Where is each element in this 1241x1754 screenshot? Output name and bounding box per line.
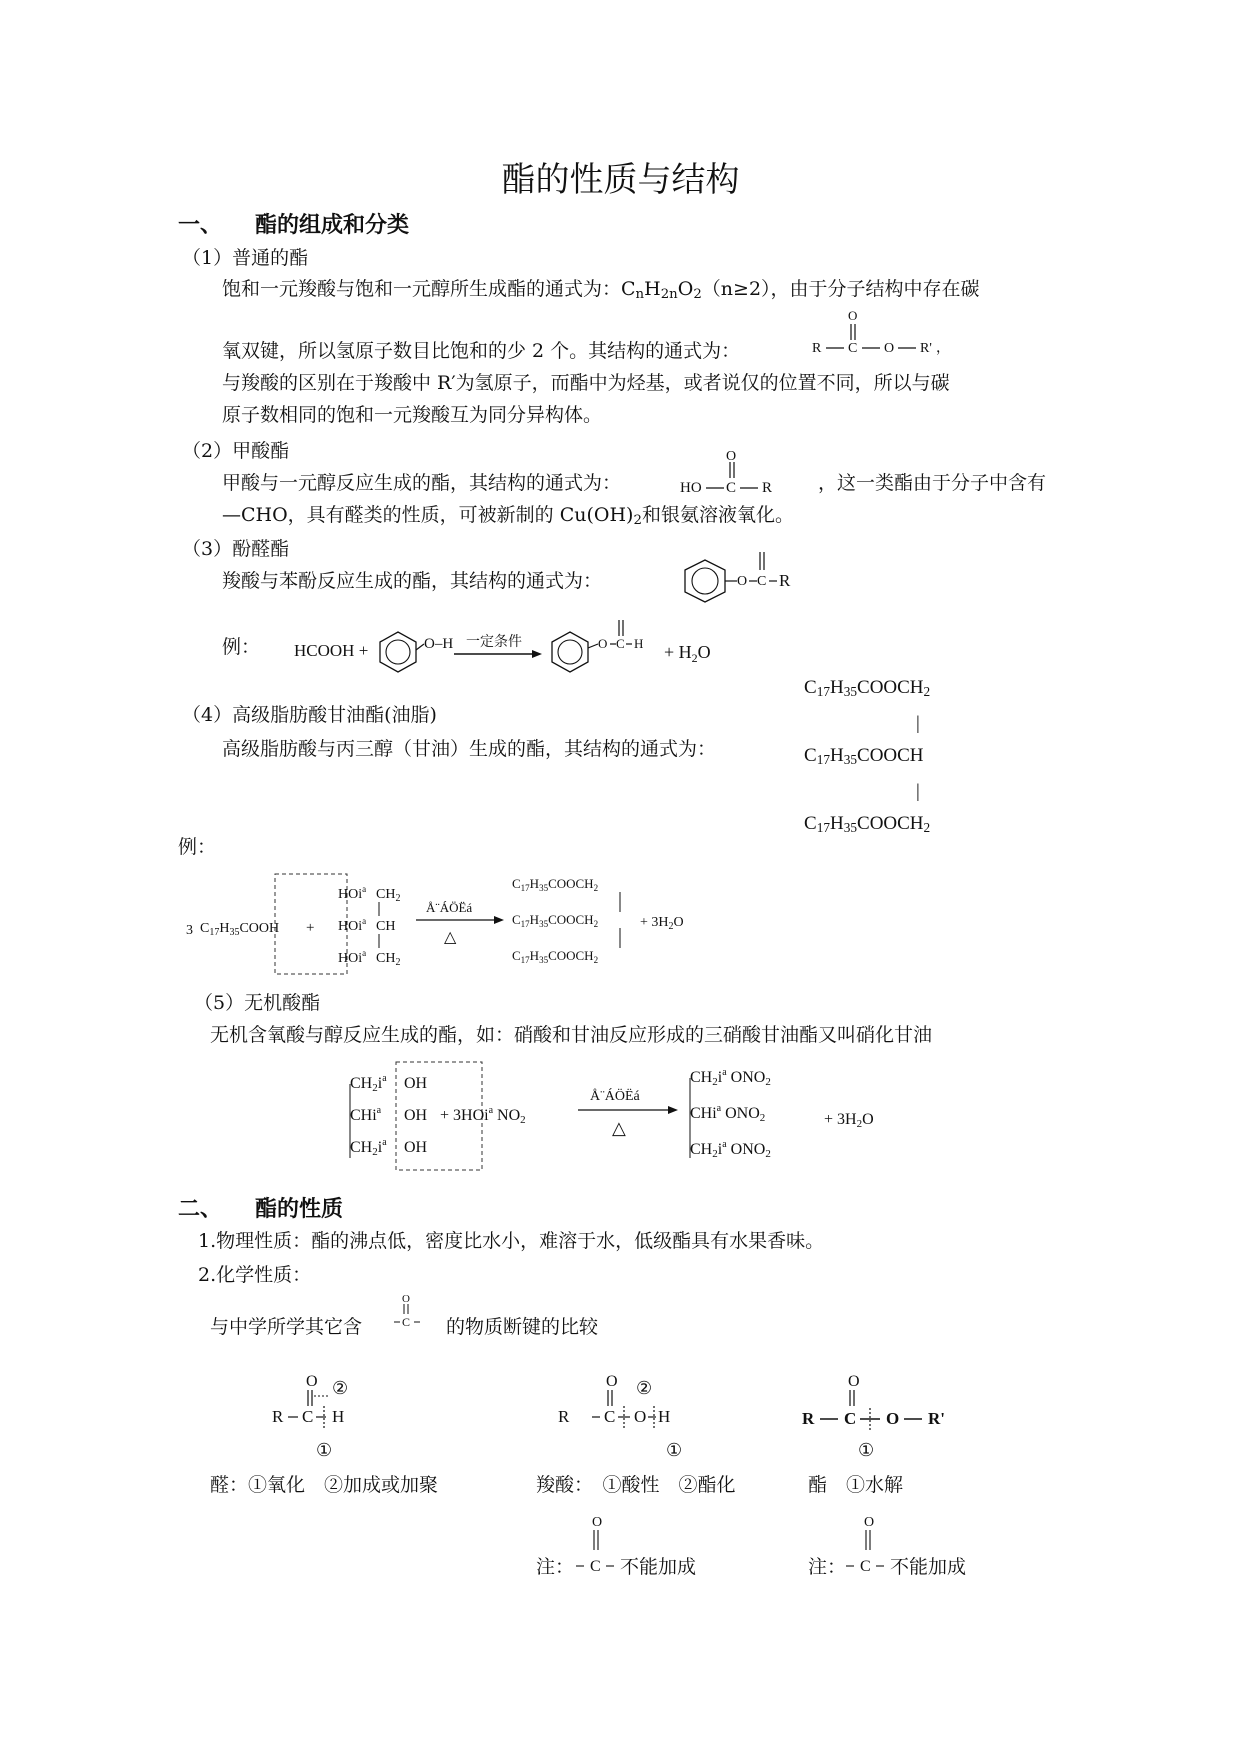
svg-text:R: R xyxy=(558,1407,570,1426)
svg-text:CH2ia: $CH2i^a$ xyxy=(350,1073,387,1094)
section-heading-1: 一、 酯的组成和分类 xyxy=(178,213,410,238)
formate-structure xyxy=(680,448,810,498)
carbonyl-icon xyxy=(838,1512,898,1582)
carbonyl-icon xyxy=(568,1512,628,1582)
nitroglycerin-reaction xyxy=(340,1058,900,1178)
svg-text:C: C xyxy=(604,1407,616,1426)
svg-text:HO: HO xyxy=(680,480,702,496)
svg-text:CH2ia ONO2: $CH2i^a$ ONO2 xyxy=(690,1139,771,1160)
svg-text:+ 3H2O: + 3H2O xyxy=(824,1111,874,1130)
acid-structure xyxy=(556,1372,716,1472)
physical-properties: 1.物理性质：酯的沸点低，密度比水小，难溶于水，低级酯具有水果香味。 xyxy=(198,1230,825,1252)
paragraph-line: 高级脂肪酸与丙三醇（甘油）生成的酯，其结构的通式为： xyxy=(222,738,717,760)
aldehyde-structure xyxy=(270,1372,390,1472)
paragraph-line: ，这一类酯由于分子中含有 xyxy=(818,472,1047,494)
svg-text:C: C xyxy=(726,480,737,496)
svg-text:H: H xyxy=(658,1407,671,1426)
svg-text:HCOOH +: HCOOH + xyxy=(294,641,369,660)
svg-text:O: O xyxy=(726,449,737,464)
svg-text:3: 3 xyxy=(186,923,193,938)
svg-text:O: O xyxy=(606,1373,618,1390)
svg-text:①: ① xyxy=(666,1440,683,1460)
svg-text:OH: OH xyxy=(404,1107,428,1124)
svg-text:①: ① xyxy=(316,1440,333,1460)
svg-text:C: C xyxy=(860,1558,871,1575)
paragraph-line: 原子数相同的饱和一元羧酸互为同分异构体。 xyxy=(222,404,603,426)
svg-text:H: H xyxy=(332,1407,345,1426)
svg-text:一定条件: 一定条件 xyxy=(466,635,522,650)
svg-text:CH2ia: $CH2i^a$ xyxy=(350,1137,387,1158)
phenyl-ester-reaction xyxy=(294,610,754,680)
paragraph-line: 氧双键，所以氢原子数目比饱和的少 2 个。其结构的通式为： xyxy=(222,340,741,362)
ester-caption: 酯 ①水解 xyxy=(808,1474,904,1496)
svg-text:，: ， xyxy=(936,341,950,356)
svg-text:+: + xyxy=(306,920,315,936)
ester-general-structure xyxy=(810,310,950,360)
acid-note-label: 注： xyxy=(536,1556,575,1578)
svg-text:CHia ONO2: CHi$^a$ ONO2 xyxy=(690,1103,766,1124)
paragraph-line: 无机含氧酸与醇反应生成的酯，如：硝酸和甘油反应形成的三硝酸甘油酯又叫硝化甘油 xyxy=(210,1024,933,1046)
subheading-formate-ester: （2）甲酸酯 xyxy=(182,440,290,462)
ester-structure xyxy=(800,1372,980,1472)
example-label: 例： xyxy=(178,836,217,858)
subheading-phenyl-ester: （3）酚醛酯 xyxy=(182,538,290,560)
svg-text:C: C xyxy=(402,1315,411,1329)
svg-text:△: △ xyxy=(612,1118,626,1138)
svg-text:+ 3H2O: + $3H_2O$ xyxy=(640,915,684,932)
glyceride-structure: $C_{17}H_{35}COOCH_2$ | $C_{17}H_{35}COOCH$ | $C_{17}H_{35}COOCH_2$ xyxy=(804,677,931,835)
svg-text:HOia: HOi$^a$ xyxy=(338,916,367,934)
atom-c: C xyxy=(848,341,858,356)
svg-text:C: C xyxy=(616,636,625,651)
svg-text:△: △ xyxy=(444,929,457,946)
paragraph-line: 饱和一元羧酸与饱和一元醇所生成酯的通式为：$C_nH_{2n}O_2(n\ge 2)$，由于分子结构中存在碳 xyxy=(222,278,980,302)
svg-text:②: ② xyxy=(636,1378,653,1398)
ester-note-label: 注： xyxy=(808,1556,847,1578)
example-label: 例： xyxy=(222,636,261,658)
svg-text:R: R xyxy=(802,1409,815,1428)
svg-text:R': R' xyxy=(928,1409,945,1428)
carbonyl-icon xyxy=(392,1290,432,1340)
svg-text:CH: CH xyxy=(376,919,396,934)
atom-r-prime: R' xyxy=(920,341,932,356)
svg-text:①: ① xyxy=(858,1440,875,1460)
svg-text:C17H35COOCH2: $C_{17}H_{35}COOCH_2$ xyxy=(512,876,599,893)
glyceride-reaction xyxy=(180,870,740,980)
paragraph-line: 与羧酸的区别在于羧酸中 R′为氢原子，而酯中为烃基，或者说仅的位置不同，所以与碳 xyxy=(222,372,950,394)
svg-text:OH: OH xyxy=(404,1075,428,1092)
svg-text:OH: OH xyxy=(404,1139,428,1156)
svg-text:②: ② xyxy=(332,1378,349,1398)
svg-text:Å¨ÁÖËá: Å¨ÁÖËá xyxy=(426,900,473,915)
svg-text:CH2: $CH_2$ xyxy=(376,951,401,968)
svg-text:O: O xyxy=(737,574,748,589)
svg-text:C: C xyxy=(844,1409,857,1428)
svg-text:CH2: $CH_2$ xyxy=(376,887,401,904)
atom-o-top: O xyxy=(848,308,858,323)
svg-text:C: C xyxy=(590,1558,601,1575)
atom-r: R xyxy=(812,341,822,356)
svg-text:+ 3HOia NO2: + 3HOi$^a$ NO2 xyxy=(440,1105,526,1126)
paragraph-line: 羧酸与苯酚反应生成的酯，其结构的通式为： xyxy=(222,570,603,592)
ester-note-text: 不能加成 xyxy=(890,1556,967,1578)
compare-text: 的物质断键的比较 xyxy=(446,1316,599,1338)
paragraph-line: —CHO，具有醛类的性质，可被新制的 $Cu(OH)_2$和银氨溶液氧化。 xyxy=(222,504,794,528)
svg-text:O: O xyxy=(848,1373,860,1390)
subheading-inorganic-ester: （5）无机酸酯 xyxy=(194,992,321,1014)
svg-text:CH2ia ONO2: $CH2i^a$ ONO2 xyxy=(690,1067,771,1088)
svg-text:R: R xyxy=(762,480,773,496)
section-heading-2: 二、 酯的性质 xyxy=(178,1197,344,1222)
svg-text:O: O xyxy=(634,1407,647,1426)
svg-text:+ H2O: + $H_2O$ xyxy=(664,642,711,665)
atom-o: O xyxy=(884,341,895,356)
aldehyde-caption: 醛：①氧化 ②加成或加聚 xyxy=(210,1474,439,1496)
svg-text:O: O xyxy=(402,1293,410,1305)
compare-text: 与中学所学其它含 xyxy=(210,1316,363,1338)
svg-text:C17H35COOCH2: $C_{17}H_{35}COOCH_2$ xyxy=(512,948,599,965)
paragraph-line: 甲酸与一元醇反应生成的酯，其结构的通式为： xyxy=(222,472,622,494)
subheading-glyceride: （4）高级脂肪酸甘油酯(油脂) xyxy=(182,704,437,726)
svg-text:O: O xyxy=(598,636,608,651)
svg-text:C: C xyxy=(757,574,767,589)
svg-text:R: R xyxy=(779,571,791,590)
subheading-normal-ester: （1）普通的酯 xyxy=(182,247,309,269)
svg-text:H: H xyxy=(634,636,644,651)
svg-text:O: O xyxy=(306,1373,318,1390)
svg-text:HOia: HOi$^a$ xyxy=(338,884,367,902)
svg-text:O: O xyxy=(886,1409,900,1428)
svg-text:C: C xyxy=(302,1407,314,1426)
svg-text:O–H: O–H xyxy=(424,636,454,652)
svg-text:Å¨ÁÖËá: Å¨ÁÖËá xyxy=(590,1089,640,1104)
page-title: 酯的性质与结构 xyxy=(501,160,740,200)
svg-text:CHia: CHi$^a$ xyxy=(350,1105,382,1124)
chemical-properties: 2.化学性质： xyxy=(198,1264,312,1286)
svg-text:C17H35COOCH2: $C_{17}H_{35}COOCH_2$ xyxy=(512,912,599,929)
svg-text:O: O xyxy=(864,1515,875,1530)
acid-caption: 羧酸： ①酸性 ②酯化 xyxy=(536,1474,736,1496)
svg-text:HOia: HOi$^a$ xyxy=(338,948,367,966)
svg-text:R: R xyxy=(272,1407,284,1426)
svg-text:O: O xyxy=(592,1515,603,1530)
acid-note-text: 不能加成 xyxy=(620,1556,697,1578)
svg-text:C17H35COOH: $C_{17}H_{35}COOH$ xyxy=(200,921,280,938)
phenyl-ester-structure xyxy=(665,548,795,618)
